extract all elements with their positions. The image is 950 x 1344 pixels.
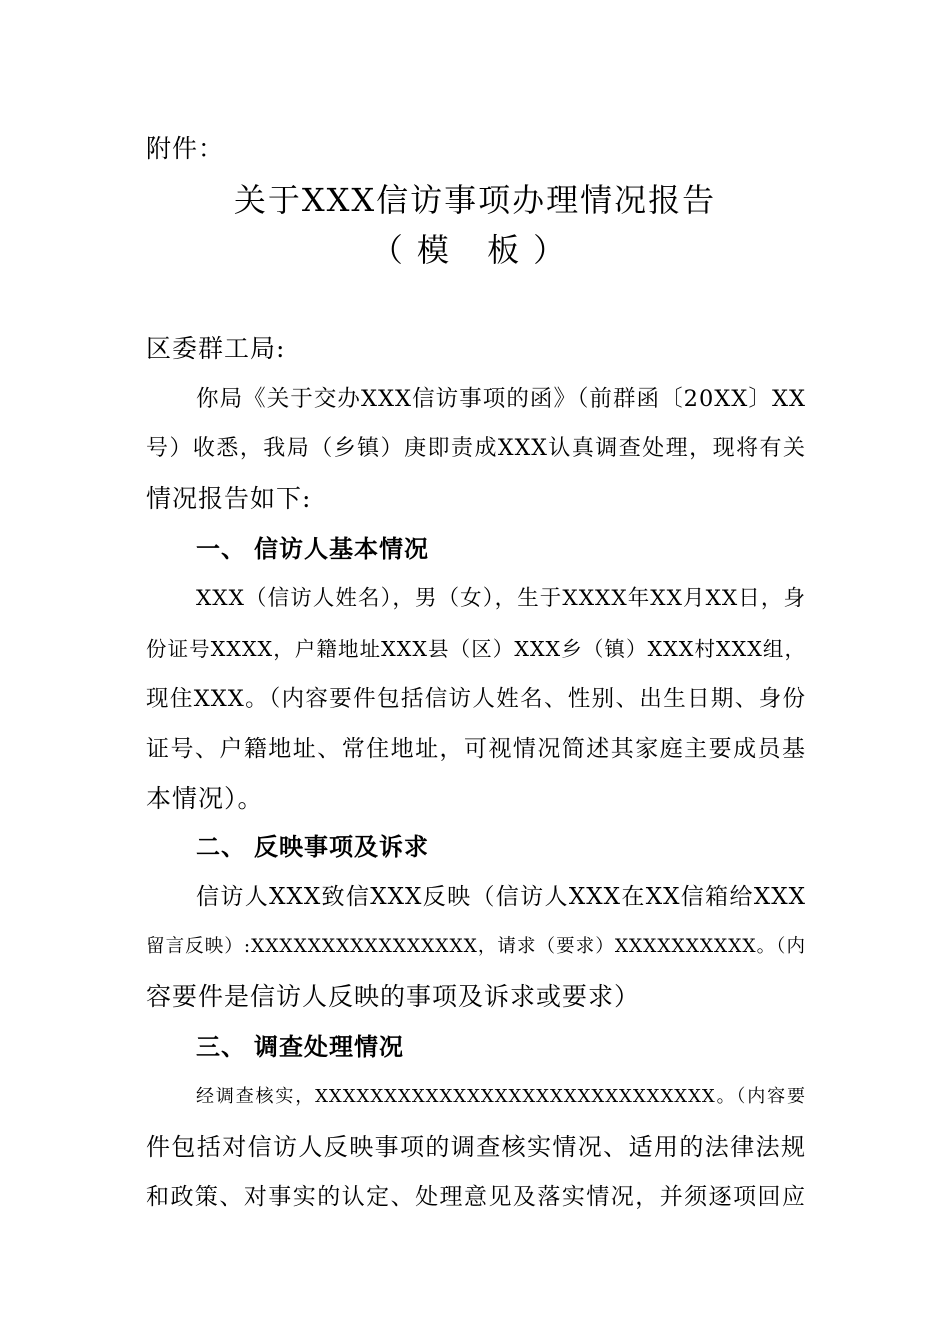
section-title: 反映事项及诉求 xyxy=(254,833,429,861)
section-number: 三、 xyxy=(196,1033,246,1061)
paragraph-line: 件包括对信访人反映事项的调查核实情况、适用的法律法规 xyxy=(146,1133,806,1161)
section-heading xyxy=(196,832,806,862)
paragraph-line: 经调查核实，XXXXXXXXXXXXXXXXXXXXXXXXXXXXX。（内容要 xyxy=(196,1086,806,1107)
intro-line: 号）收悉，我局（乡镇）庚即责成XXX认真调查处理，现将有关 xyxy=(146,436,806,461)
paragraph-line: 现住XXX。（内容要件包括信访人姓名、性别、出生日期、身份 xyxy=(146,686,806,712)
paragraph-line: 证号、户籍地址、常住地址，可视情况简述其家庭主要成员基 xyxy=(146,736,806,762)
attachment-label: 附件： xyxy=(146,134,225,163)
paragraph-line: 份证号XXXX，户籍地址XXX县（区）XXX乡（镇）XXX村XXX组， xyxy=(146,637,806,661)
paragraph-line: 本情况）。 xyxy=(146,784,264,813)
document-title: 关于XXX信访事项办理情况报告 xyxy=(233,181,717,219)
addressee: 区委群工局: xyxy=(146,334,286,363)
section-title: 信访人基本情况 xyxy=(254,535,429,563)
section-title: 调查处理情况 xyxy=(254,1033,404,1061)
section-heading xyxy=(196,534,806,564)
section-number: 二、 xyxy=(196,833,246,861)
intro-line: 情况报告如下: xyxy=(146,484,312,513)
paragraph-line: 信访人XXX致信XXX反映（信访人XXX在XX信箱给XXX xyxy=(196,884,806,910)
intro-line: 你局《关于交办XXX信访事项的函》（前群函〔20XX〕XX xyxy=(196,386,806,412)
paragraph-line: 留言反映）:XXXXXXXXXXXXXXXX，请求（要求）XXXXXXXXXX。（内 xyxy=(146,936,806,957)
paragraph-line: 容要件是信访人反映的事项及诉求或要求） xyxy=(146,982,641,1011)
paragraph-line: 和政策、对事实的认定、处理意见及落实情况，并须逐项回应 xyxy=(146,1184,806,1210)
section-number: 一、 xyxy=(196,535,246,563)
paragraph-line: XXX（信访人姓名），男（女），生于XXXX年XX月XX日，身 xyxy=(196,586,806,611)
document-subtitle: （模 板） xyxy=(370,231,580,269)
section-heading xyxy=(196,1032,806,1062)
